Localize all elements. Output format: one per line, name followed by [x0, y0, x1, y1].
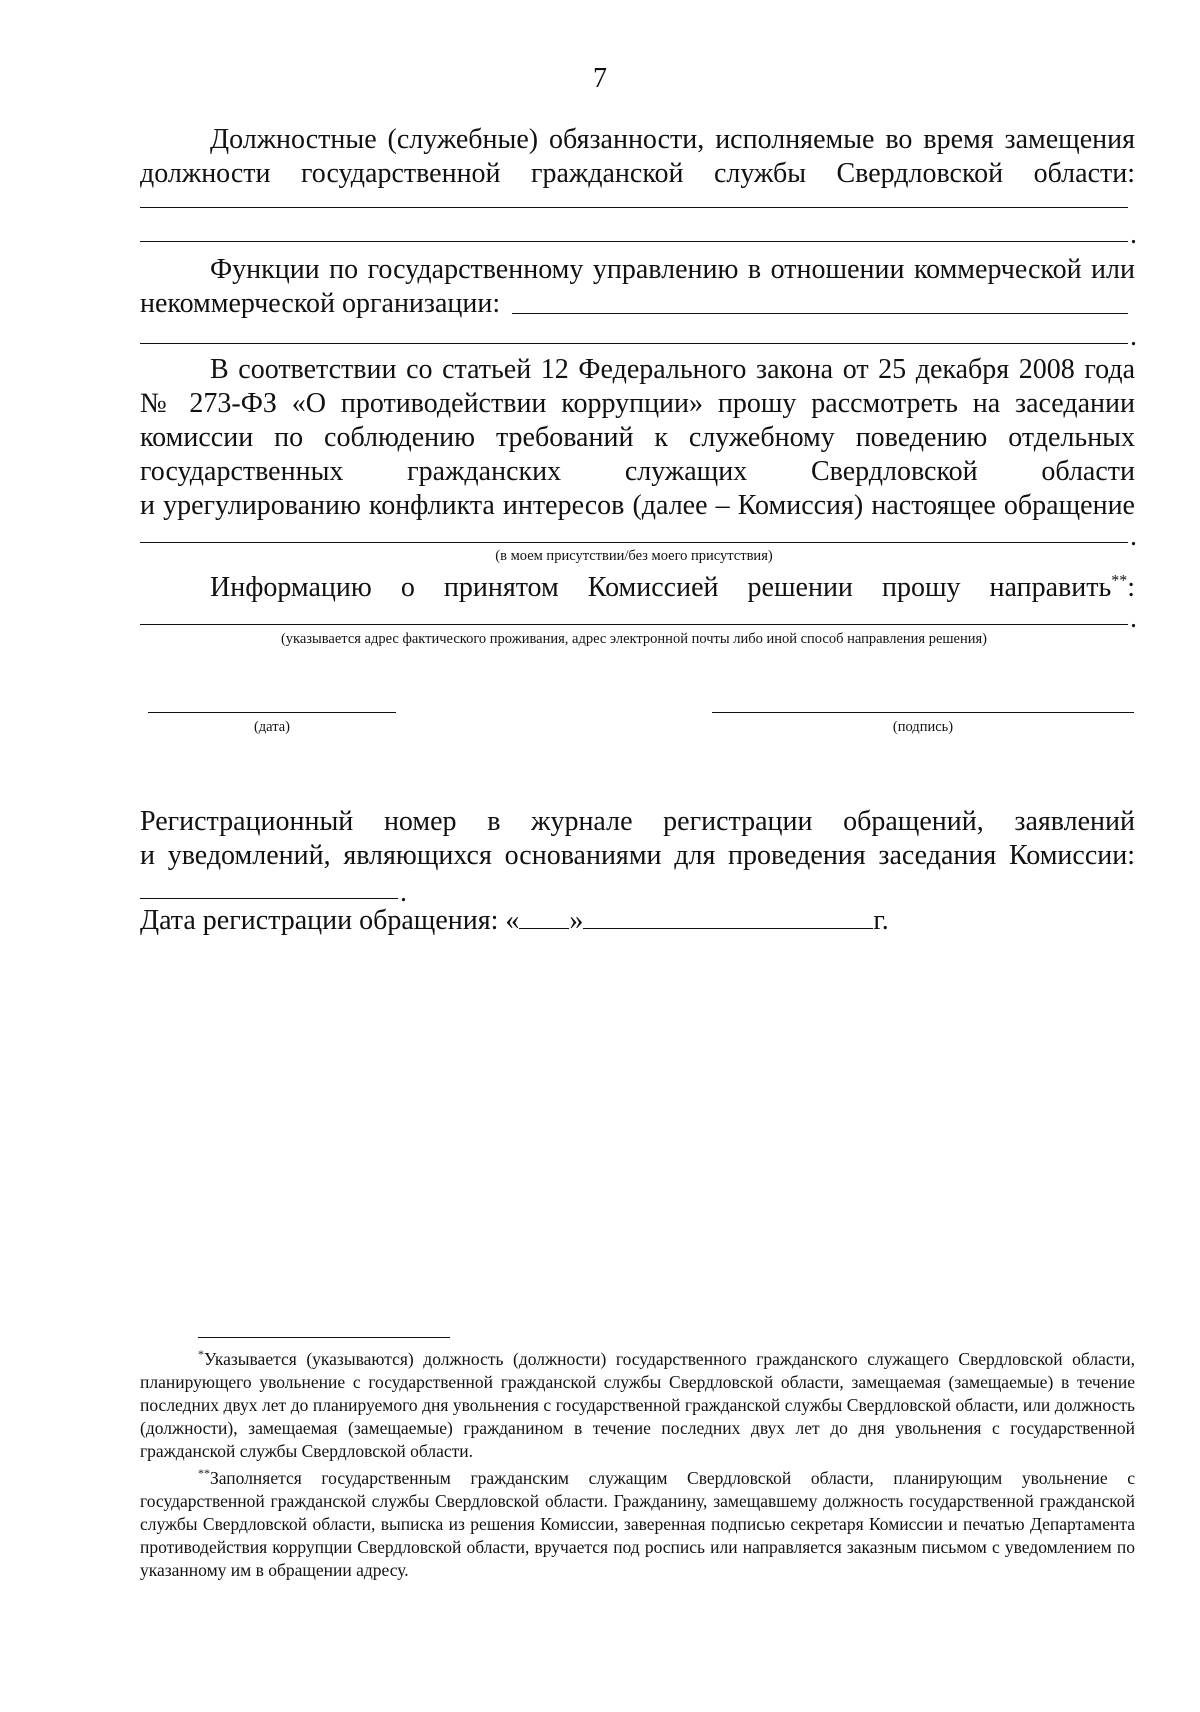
request-line-5: и урегулированию конфликта интересов (далее – Комиссия) настоящее обращение — [140, 490, 1135, 521]
registration-day-blank[interactable] — [519, 906, 569, 929]
footnote-marker-2: ** — [198, 1466, 210, 1480]
date-caption: (дата) — [253, 719, 291, 735]
request-line-2: № 273-ФЗ «О противодействии коррупции» прошу рассмотреть на заседании — [140, 388, 1135, 419]
footnote-separator — [198, 1337, 450, 1338]
request-line-4: государственных гражданских служащих Свердловской области — [140, 456, 1135, 487]
signature-blank-line[interactable] — [712, 712, 1134, 713]
request-line-3: комиссии по соблюдению требований к служебному поведению отдельных — [140, 422, 1135, 453]
address-caption: (указывается адрес фактического проживания, адрес электронной почты либо иной способ направления решения) — [280, 631, 988, 647]
period-mark: . — [400, 877, 407, 908]
functions-blank-line-2[interactable] — [140, 343, 1128, 344]
footnote-ref-2: ** — [1111, 572, 1128, 590]
address-blank-line[interactable] — [140, 624, 1128, 625]
request-line-1: В соответствии со статьей 12 Федерального закона от 25 декабря 2008 года — [210, 354, 1135, 385]
presence-caption: (в моем присутствии/без моего присутствия) — [495, 548, 773, 564]
registration-month-blank[interactable] — [583, 906, 873, 929]
registration-date-label: Дата регистрации обращения: « — [140, 905, 520, 936]
notify-colon: : — [1127, 572, 1135, 603]
footnote-2 — [140, 1462, 1135, 1582]
registration-date-end: г. — [873, 905, 889, 936]
period-mark: . — [1130, 321, 1137, 352]
footnote-2-text: Заполняется государственным гражданским служащим Свердловской области, планирующим увольнение с государственной гражданской службы Свердловской области. Гражданину, замещавшему должность государственной гражданской службы Свердловской области, выписка из решения Комиссии, заверенная подписью секретаря Комиссии и печатью Департамента противодействия коррупции Свердловской области, вручается под роспись или направляется заказным письмом с уведомлением по указанному им в обращении адресу. — [140, 1467, 1135, 1580]
functions-blank-line-1[interactable] — [512, 313, 1128, 314]
functions-line-1: Функции по государственному управлению в отношении коммерческой или — [210, 254, 1135, 285]
presence-blank-line[interactable] — [140, 542, 1128, 543]
period-mark: . — [1130, 521, 1137, 552]
duties-blank-line-1[interactable] — [140, 207, 1128, 208]
footnote-marker-1: * — [198, 1347, 204, 1361]
footnote-1-text: Указывается (указываются) должность (должности) государственного гражданского служащего Свердловской области, планирующего увольнение с государственной гражданской службы Свердловской области, замещаемая (замещаемые) в течение последних двух лет до планируемого дня увольнения с государственной гражданской службы Свердловской области, или должность (должности), замещаемая (замещаемые) гражданином в течение последних двух лет до дня увольнения с государственной гражданской службы Свердловской области. — [140, 1348, 1135, 1461]
notify-line — [210, 571, 1135, 605]
registration-date-row — [140, 904, 889, 938]
duties-blank-line-2[interactable] — [140, 241, 1128, 242]
period-mark: . — [1130, 603, 1137, 634]
period-mark: . — [1130, 219, 1137, 250]
date-blank-line[interactable] — [148, 712, 396, 713]
registration-date-mid: » — [569, 905, 584, 936]
registration-line-1: Регистрационный номер в журнале регистрации обращений, заявлений — [140, 806, 1135, 837]
functions-line-2: некоммерческой организации: — [140, 288, 501, 319]
signature-caption: (подпись) — [892, 719, 954, 735]
duties-line-2: должности государственной гражданской службы Свердловской области: — [140, 158, 1135, 189]
registration-line-2: и уведомлений, являющихся основаниями для проведения заседания Комиссии: — [140, 840, 1135, 871]
notify-text: Информацию о принятом Комиссией решении прошу направить — [210, 572, 1112, 603]
footnote-1 — [140, 1343, 1135, 1463]
registration-number-blank[interactable] — [140, 898, 398, 899]
page-number: 7 — [593, 63, 607, 94]
duties-line-1: Должностные (служебные) обязанности, исполняемые во время замещения — [210, 124, 1135, 155]
